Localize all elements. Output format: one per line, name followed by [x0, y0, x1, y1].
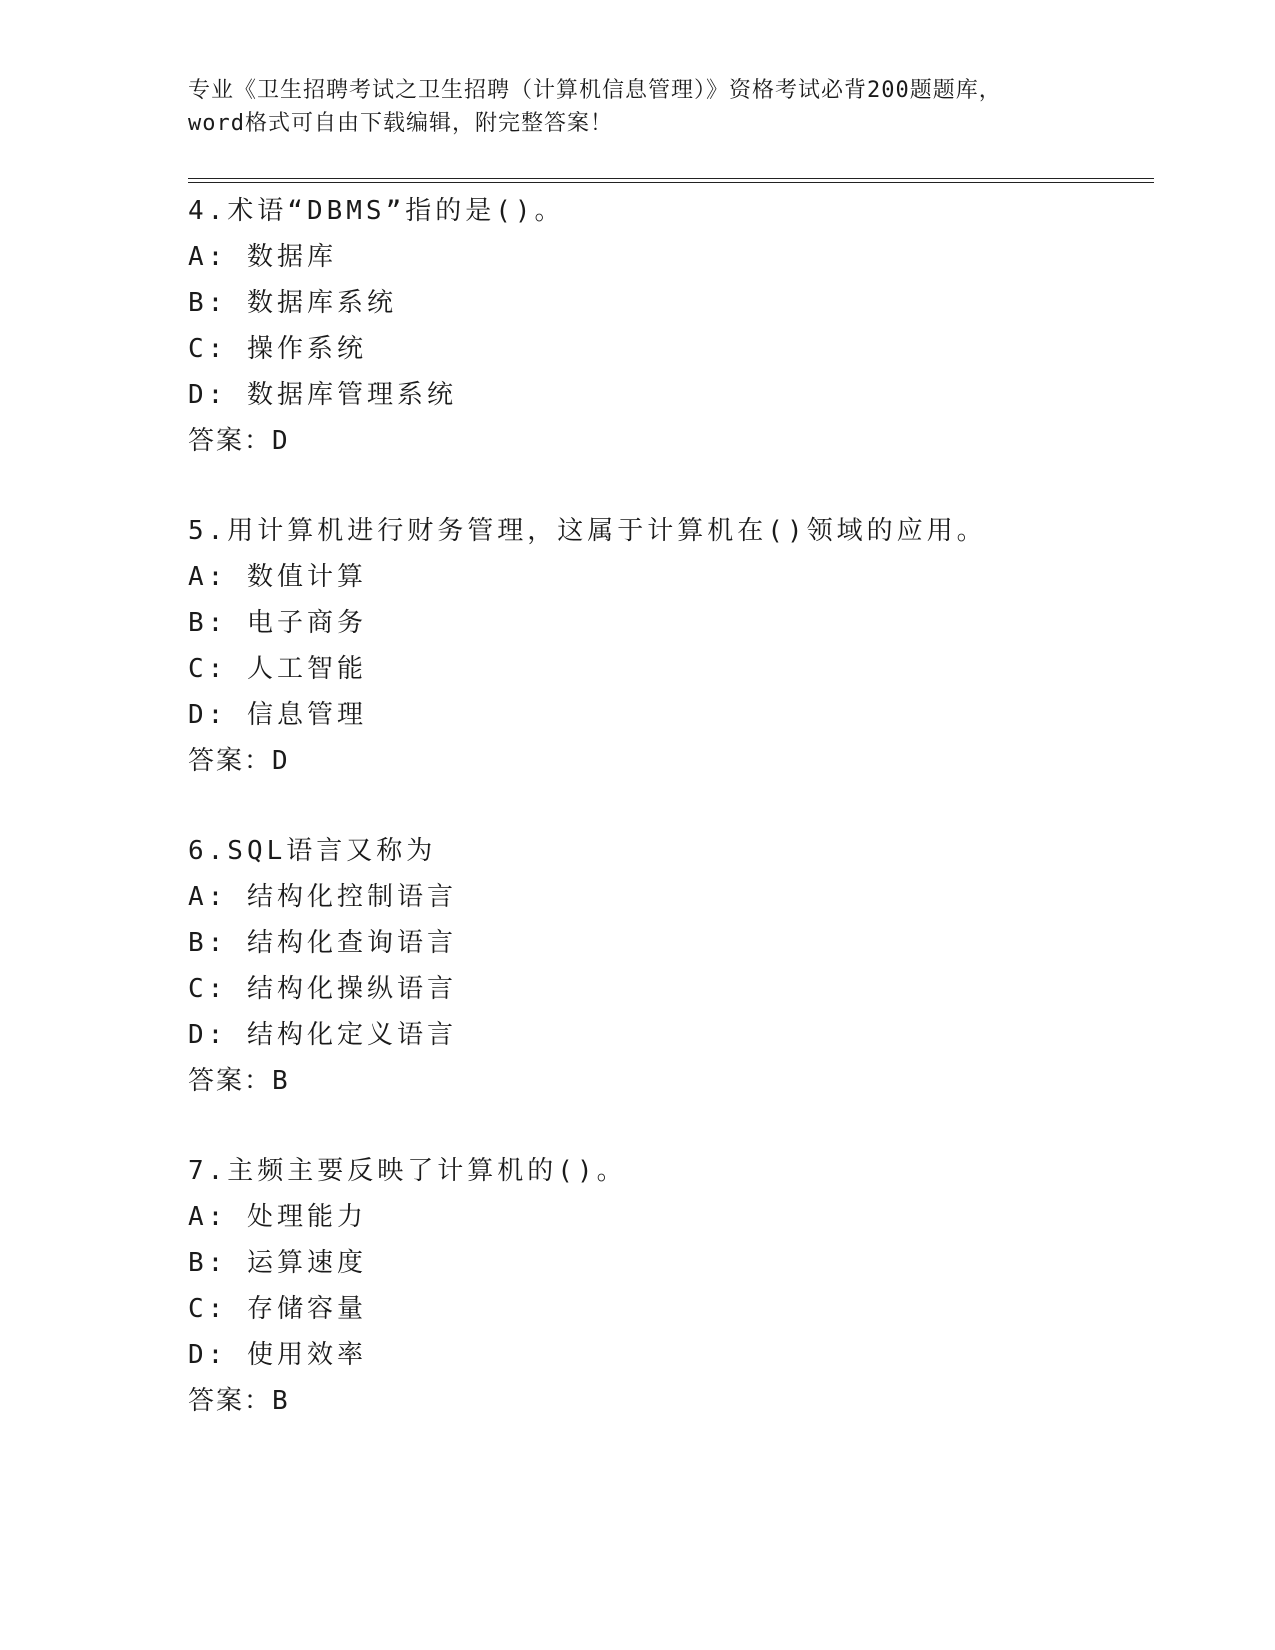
- header-divider-bottom: [188, 182, 1154, 183]
- question-4: [188, 188, 1148, 464]
- option-c: C: 结构化操纵语言: [188, 974, 457, 1004]
- question-stem: 7.主频主要反映了计算机的()。: [188, 1156, 627, 1186]
- option-a: A: 处理能力: [188, 1202, 367, 1232]
- option-d: D: 使用效率: [188, 1340, 367, 1370]
- question-stem: 4.术语“DBMS”指的是()。: [188, 196, 565, 226]
- document-header: [188, 74, 1088, 140]
- answer-line: 答案：B: [188, 1066, 290, 1096]
- header-line-2: word格式可自由下载编辑，附完整答案！: [188, 111, 613, 136]
- option-b: B: 运算速度: [188, 1248, 367, 1278]
- question-6: [188, 828, 1148, 1104]
- option-b: B: 电子商务: [188, 608, 367, 638]
- option-b: B: 数据库系统: [188, 288, 397, 318]
- option-c: C: 操作系统: [188, 334, 367, 364]
- answer-line: 答案：D: [188, 746, 290, 776]
- option-a: A: 数据库: [188, 242, 337, 272]
- question-stem: 5.用计算机进行财务管理，这属于计算机在()领域的应用。: [188, 516, 987, 546]
- answer-line: 答案：D: [188, 426, 290, 456]
- question-7: [188, 1148, 1148, 1424]
- option-c: C: 存储容量: [188, 1294, 367, 1324]
- option-d: D: 数据库管理系统: [188, 380, 457, 410]
- option-d: D: 信息管理: [188, 700, 367, 730]
- question-5: [188, 508, 1148, 784]
- header-divider-top: [188, 178, 1154, 179]
- option-a: A: 结构化控制语言: [188, 882, 457, 912]
- option-c: C: 人工智能: [188, 654, 367, 684]
- question-stem: 6.SQL语言又称为: [188, 836, 437, 866]
- option-d: D: 结构化定义语言: [188, 1020, 457, 1050]
- header-line-1: 专业《卫生招聘考试之卫生招聘（计算机信息管理）》资格考试必背200题题库，: [188, 78, 1002, 103]
- option-a: A: 数值计算: [188, 562, 367, 592]
- answer-line: 答案：B: [188, 1386, 290, 1416]
- option-b: B: 结构化查询语言: [188, 928, 457, 958]
